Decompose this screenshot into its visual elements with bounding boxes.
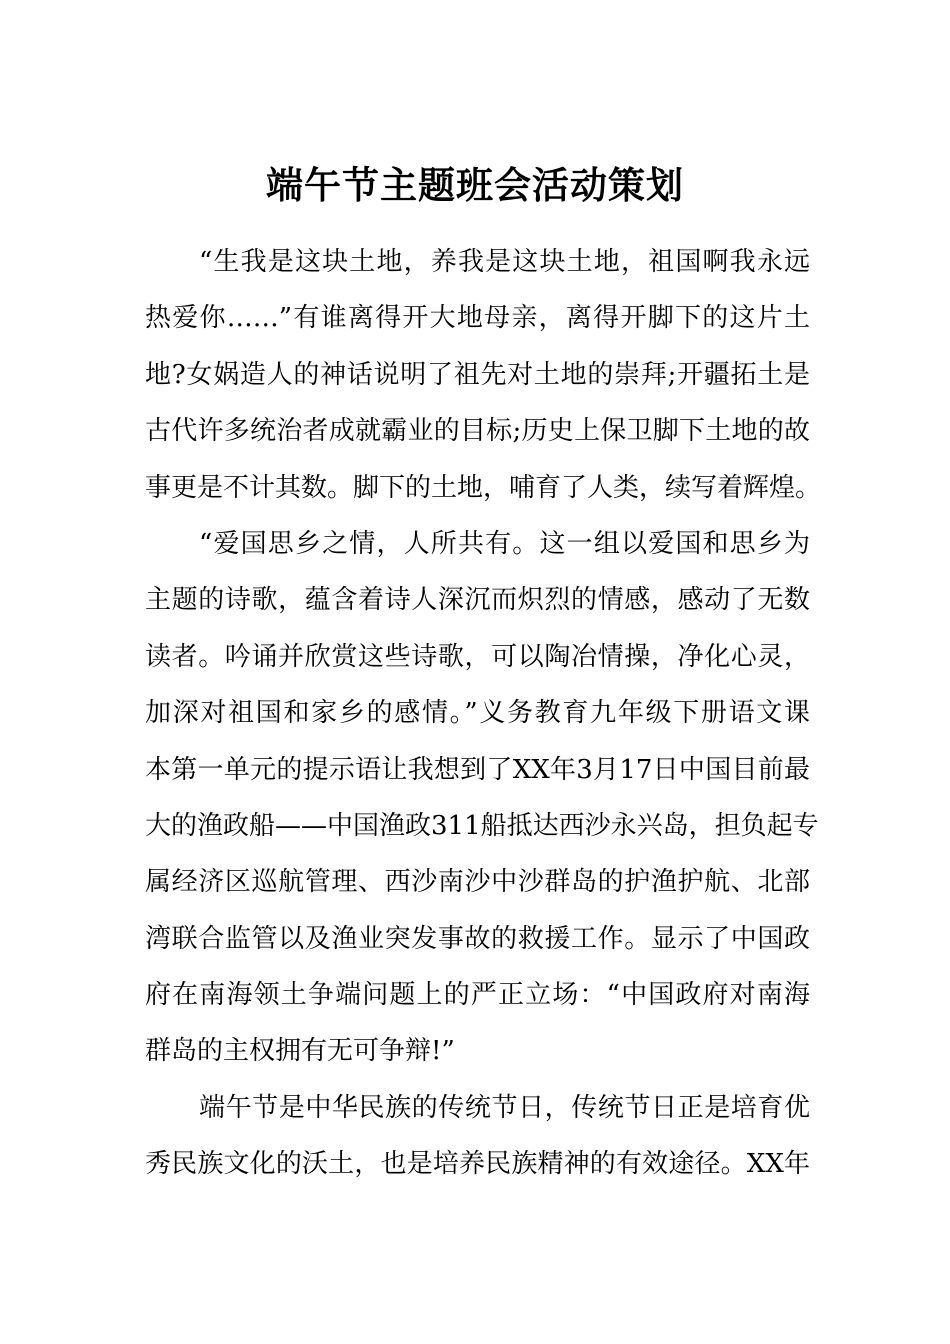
- document-body: [145, 234, 822, 1193]
- paragraph-2: [145, 516, 819, 1080]
- paragraph-line: 群岛的主权拥有无可争辩!”: [145, 1036, 455, 1067]
- paragraph-line: 大的渔政船——中国渔政311船抵达西沙永兴岛，担负起专: [145, 810, 819, 841]
- paragraph-line: 秀民族文化的沃土，也是培养民族精神的有效途径。XX年: [145, 1149, 810, 1180]
- paragraph-line: 热爱你……”有谁离得开大地母亲，离得开脚下的这片土: [145, 303, 810, 334]
- paragraph-line: 端午节是中华民族的传统节日，传统节日正是培育优: [199, 1092, 810, 1123]
- paragraph-line: 属经济区巡航管理、西沙南沙中沙群岛的护渔护航、北部: [145, 867, 810, 898]
- paragraph-line: “生我是这块土地，养我是这块土地，祖国啊我永远: [199, 247, 810, 277]
- paragraph-line: 湾联合监管以及渔业突发事故的救援工作。显示了中国政: [145, 923, 810, 954]
- paragraph-line: “爱国思乡之情，人所共有。这一组以爱国和思乡为: [199, 528, 810, 559]
- paragraph-line: 事更是不计其数。脚下的土地，哺育了人类，续写着辉煌。: [145, 472, 822, 503]
- paragraph-line: 加深对祖国和家乡的感情。”义务教育九年级下册语文课: [145, 698, 810, 729]
- paragraph-line: 古代许多统治者成就霸业的目标;历史上保卫脚下土地的故: [145, 416, 810, 447]
- paragraph-3: [145, 1080, 810, 1193]
- paragraph-line: 本第一单元的提示语让我想到了XX年3月17日中国目前最: [145, 754, 810, 785]
- paragraph-1: [145, 234, 822, 516]
- paragraph-line: 地?女娲造人的神话说明了祖先对土地的崇拜;开疆拓土是: [145, 359, 810, 390]
- paragraph-line: 府在南海领土争端问题上的严正立场：“中国政府对南海: [145, 980, 810, 1011]
- paragraph-line: 主题的诗歌，蕴含着诗人深沉而炽烈的情感，感动了无数: [145, 585, 810, 616]
- document-title: 端午节主题班会活动策划: [266, 163, 684, 207]
- paragraph-line: 读者。吟诵并欣赏这些诗歌，可以陶冶情操，净化心灵，: [145, 641, 810, 672]
